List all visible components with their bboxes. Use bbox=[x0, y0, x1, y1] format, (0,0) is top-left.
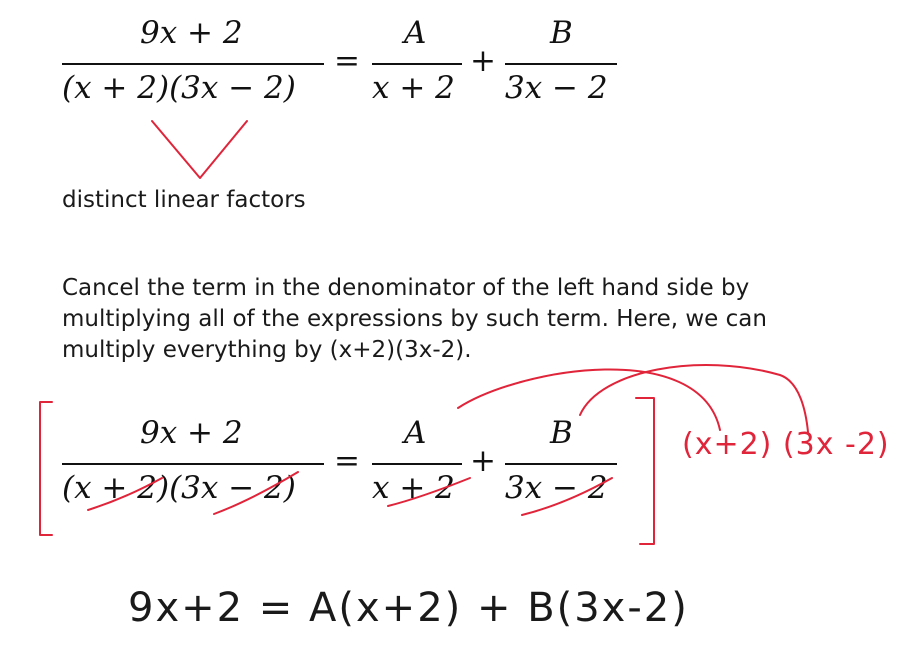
top-lhs-denominator: (x + 2)(3x − 2) bbox=[62, 70, 296, 106]
top-lhs-numerator: 9x + 2 bbox=[140, 15, 243, 51]
bottom-lhs-denominator: (x + 2)(3x − 2) bbox=[62, 470, 296, 506]
top-frac2-fraction-bar bbox=[505, 63, 617, 65]
paragraph-line-1: Cancel the term in the denominator of the left hand side by bbox=[62, 275, 750, 301]
top-frac2-numerator: B bbox=[550, 15, 573, 51]
bottom-frac1-denominator: x + 2 bbox=[372, 470, 455, 506]
bottom-equals-sign: = bbox=[334, 443, 360, 479]
arc-to-x-plus-2 bbox=[458, 369, 720, 430]
top-frac1-fraction-bar bbox=[372, 63, 462, 65]
bottom-frac1-numerator: A bbox=[404, 415, 427, 451]
result-equation-handwritten: 9x+2 = A(x+2) + B(3x-2) bbox=[128, 585, 689, 631]
top-frac1-denominator: x + 2 bbox=[372, 70, 455, 106]
top-equals-sign: = bbox=[334, 43, 360, 79]
top-lhs-fraction-bar bbox=[62, 63, 324, 65]
top-frac1-numerator: A bbox=[404, 15, 427, 51]
top-plus-sign: + bbox=[470, 43, 496, 79]
explanation-paragraph bbox=[62, 273, 862, 366]
bottom-frac2-denominator: 3x − 2 bbox=[505, 470, 608, 506]
right-bracket-mark bbox=[636, 398, 654, 544]
bottom-lhs-fraction-bar bbox=[62, 463, 324, 465]
paragraph-line-2: multiplying all of the expressions by such term. Here, we can bbox=[62, 306, 767, 332]
arc-to-3x-minus-2 bbox=[580, 365, 808, 432]
top-frac2-denominator: 3x − 2 bbox=[505, 70, 608, 106]
paragraph-line-3: multiply everything by (x+2)(3x-2). bbox=[62, 337, 472, 363]
bottom-frac2-fraction-bar bbox=[505, 463, 617, 465]
bottom-lhs-numerator: 9x + 2 bbox=[140, 415, 243, 451]
annotation-label: distinct linear factors bbox=[62, 187, 306, 213]
bottom-frac1-fraction-bar bbox=[372, 463, 462, 465]
bottom-frac2-numerator: B bbox=[550, 415, 573, 451]
multiplier-handwritten: (x+2) (3x -2) bbox=[682, 427, 890, 462]
left-bracket-mark bbox=[40, 402, 52, 535]
bottom-plus-sign: + bbox=[470, 443, 496, 479]
